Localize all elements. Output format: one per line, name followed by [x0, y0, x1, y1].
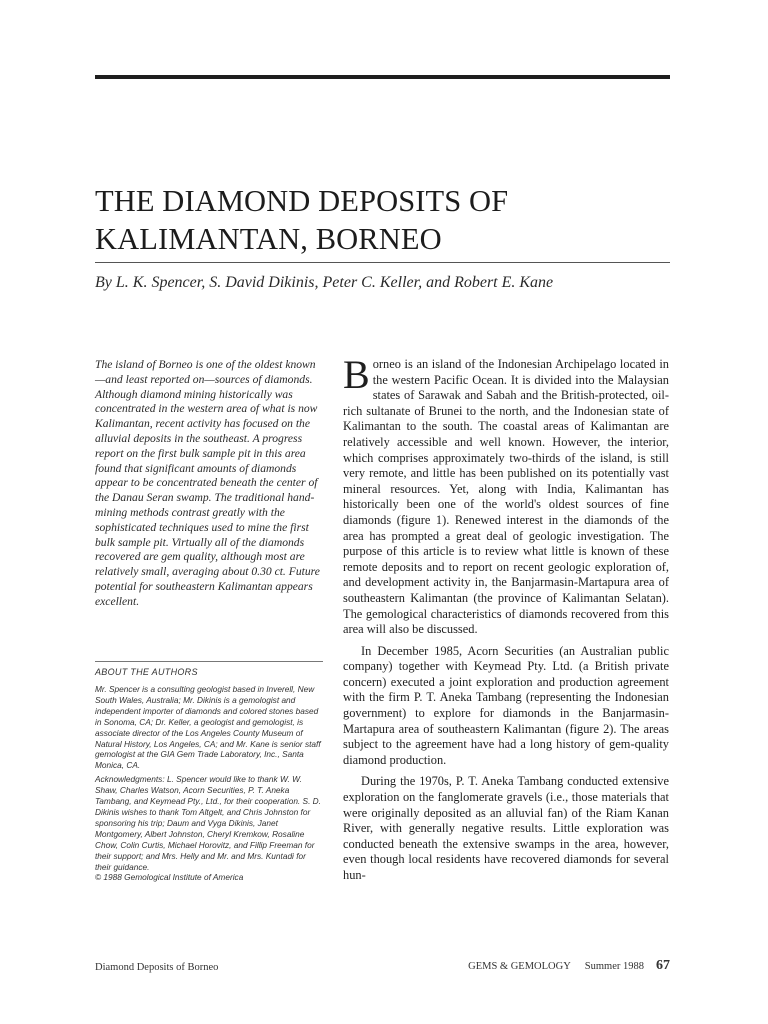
- issue-date: Summer 1988: [584, 961, 644, 972]
- about-authors-heading: ABOUT THE AUTHORS: [95, 667, 198, 677]
- paragraph-1: [343, 352, 669, 638]
- copyright: © 1988 Gemological Institute of America: [95, 872, 244, 883]
- about-authors: [95, 684, 323, 883]
- body-text: [343, 352, 669, 884]
- paragraph-1-text: orneo is an island of the Indonesian Archipelago located in the western Pacific Ocean. It is divided into the Malaysian states of Sarawak and Sabah and the British-protected, oil-rich sultanate of Brunei to the north, and the Indonesian state of Kalimantan to the south. The coastal areas of Kalimantan are relatively accessible and well known. However, the interior, which comprises approximately two-thirds of the island, is still very remote, and little has been published on its potentially vast mineral resources. Yet, along with India, Kalimantan has historically been one of the world's oldest sources of fine diamonds (figure 1). Renewed interest in the diamonds of the area has prompted a great deal of geologic investigation. The purpose of this article is to review what little is known of these remote deposits and to report on recent geologic exploration of, and development activity in, the Banjarmasin-Martapura area of southeastern Kalimantan (the province of Kalimantan Selatan). The gemological characteristics of diamonds recovered from this area will also be discussed.: [343, 357, 669, 637]
- acknowledgments: Acknowledgments: L. Spencer would like to thank W. W. Shaw, Charles Watson, Acorn Securities, P. T. Aneka Tambang, and Keymead Pty., Ltd., for their cooperation. S. D. Dikinis wishes to thank Tom Altgelt, and Chris Johnston for sponsoring his trip; Daum and Vyga Dikinis, Janet Montgomery, Albert Johnston, Cheryl Kremkow, Rosaline Chow, Colin Curtis, Michael Horovitz, and Fillip Freeman for their support; and Mrs. Helly and Mr. and Mrs. Kuntadi for their guidance.: [95, 774, 321, 872]
- abstract: The island of Borneo is one of the oldest known—and least reported on—sources of diamonds. Although diamond mining historically was concentrated in the western area of what is now Kalimantan, recent activity has focused on the alluvial deposits in the southeast. A progress report on the first bulk sample pit in this area found that significant amounts of diamonds appear to be concentrated beneath the center of the Danau Seran swamp. The traditional hand-mining methods contrast greatly with the sophisticated techniques used to mine the first bulk sample pit. Virtually all of the diamonds recovered are gem quality, although most are relatively small, averaging about 0.30 ct. Future potential for southeastern Kalimantan appears excellent.: [95, 358, 320, 608]
- drop-cap: B: [343, 352, 370, 397]
- top-rule: [95, 75, 670, 79]
- paragraph-3: During the 1970s, P. T. Aneka Tambang conducted extensive exploration on the fanglomerate gravels (i.e., those materials that were originally deposited as an alluvial fan) of the Riam Kanan River, with generally negative results. Little exploration was conducted beneath the extensive swamps in the area, however, even though local residents have recovered diamonds for several hun-: [343, 774, 669, 882]
- byline: By L. K. Spencer, S. David Dikinis, Peter C. Keller, and Robert E. Kane: [95, 274, 554, 291]
- running-title: Diamond Deposits of Borneo: [95, 962, 219, 973]
- about-rule: [95, 661, 323, 662]
- title-rule: [95, 262, 670, 263]
- author-bio: Mr. Spencer is a consulting geologist based in Inverell, New South Wales, Australia; Mr. Dikinis is a gemologist and independent importer of diamonds and colored stones based in Sonoma, CA; Dr. Keller, a geologist and gemologist, is associate director of the Los Angeles County Museum of Natural History, Los Angeles, CA; and Mr. Kane is senior staff gemologist at the GIA Gem Trade Laboratory, Inc., Santa Monica, CA.: [95, 684, 321, 771]
- page-number: 67: [656, 958, 670, 973]
- article-title: THE DIAMOND DEPOSITS OF KALIMANTAN, BORNEO: [95, 184, 509, 256]
- paragraph-2: In December 1985, Acorn Securities (an Australian public company) together with Keymead Pty. Ltd. (a British private concern) executed a joint exploration and production agreement with the firm P. T. Aneka Tambang (representing the Indonesian government) to explore for diamonds in the Banjarmasin-Martapura area of southeastern Kalimantan (figure 2). The areas subject to the agreement have had a long history of gem-quality diamond production.: [343, 643, 669, 767]
- journal-name: GEMS & GEMOLOGY: [468, 961, 571, 972]
- journal-footer: [454, 958, 670, 974]
